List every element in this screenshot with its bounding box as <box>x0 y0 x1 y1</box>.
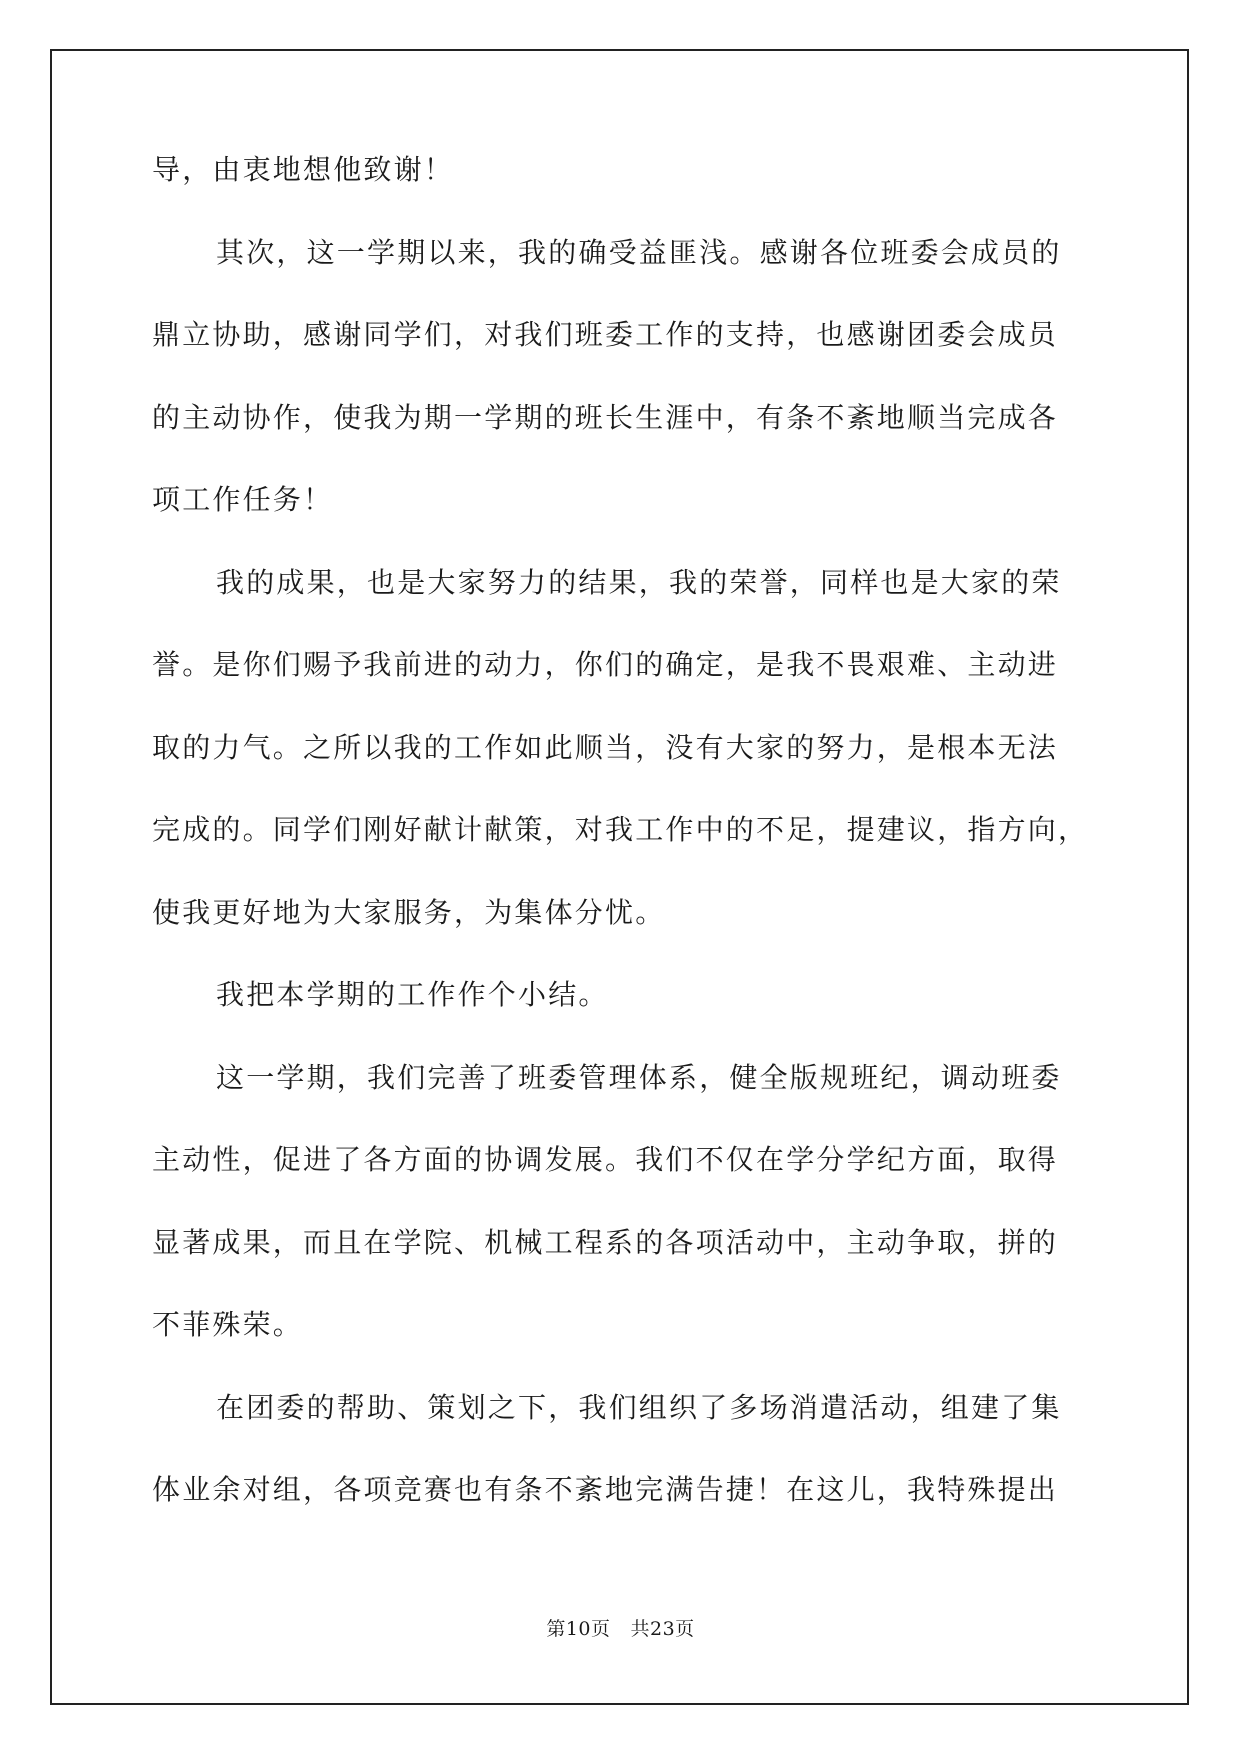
text-line: 誉。是你们赐予我前进的动力，你们的确定，是我不畏艰难、主动进 <box>152 648 1059 681</box>
text-line: 我的成果，也是大家努力的结果，我的荣誉，同样也是大家的荣 <box>216 565 1062 599</box>
text-line: 完成的。同学们刚好献计献策，对我工作中的不足，提建议，指方向， <box>152 813 1089 846</box>
text-line: 这一学期，我们完善了班委管理体系，健全版规班纪，调动班委 <box>216 1060 1062 1094</box>
text-line: 取的力气。之所以我的工作如此顺当，没有大家的努力，是根本无法 <box>152 730 1059 764</box>
text-line: 显著成果，而且在学院、机械工程系的各项活动中，主动争取，拼的 <box>152 1225 1059 1259</box>
text-line: 体业余对组，各项竞赛也有条不紊地完满告捷！在这儿，我特殊提出 <box>152 1473 1059 1506</box>
page-number: 第10页 <box>546 1618 611 1640</box>
text-line: 主动性，促进了各方面的协调发展。我们不仅在学分学纪方面，取得 <box>152 1143 1059 1176</box>
text-line: 导，由衷地想他致谢！ <box>152 153 455 186</box>
text-line: 使我更好地为大家服务，为集体分忧。 <box>152 895 666 929</box>
page-footer <box>0 1614 1241 1641</box>
document-body <box>152 150 1102 1553</box>
text-line: 不菲殊荣。 <box>152 1308 304 1341</box>
text-line: 项工作任务！ <box>152 483 334 516</box>
text-line: 的主动协作，使我为期一学期的班长生涯中，有条不紊地顺当完成各 <box>152 400 1059 434</box>
page-total: 共23页 <box>630 1618 695 1640</box>
text-line: 鼎立协助，感谢同学们，对我们班委工作的支持，也感谢团委会成员 <box>152 318 1059 351</box>
text-line: 在团委的帮助、策划之下，我们组织了多场消遣活动，组建了集 <box>216 1390 1062 1424</box>
text-line: 我把本学期的工作作个小结。 <box>216 978 609 1011</box>
text-line: 其次，这一学期以来，我的确受益匪浅。感谢各位班委会成员的 <box>216 235 1062 269</box>
